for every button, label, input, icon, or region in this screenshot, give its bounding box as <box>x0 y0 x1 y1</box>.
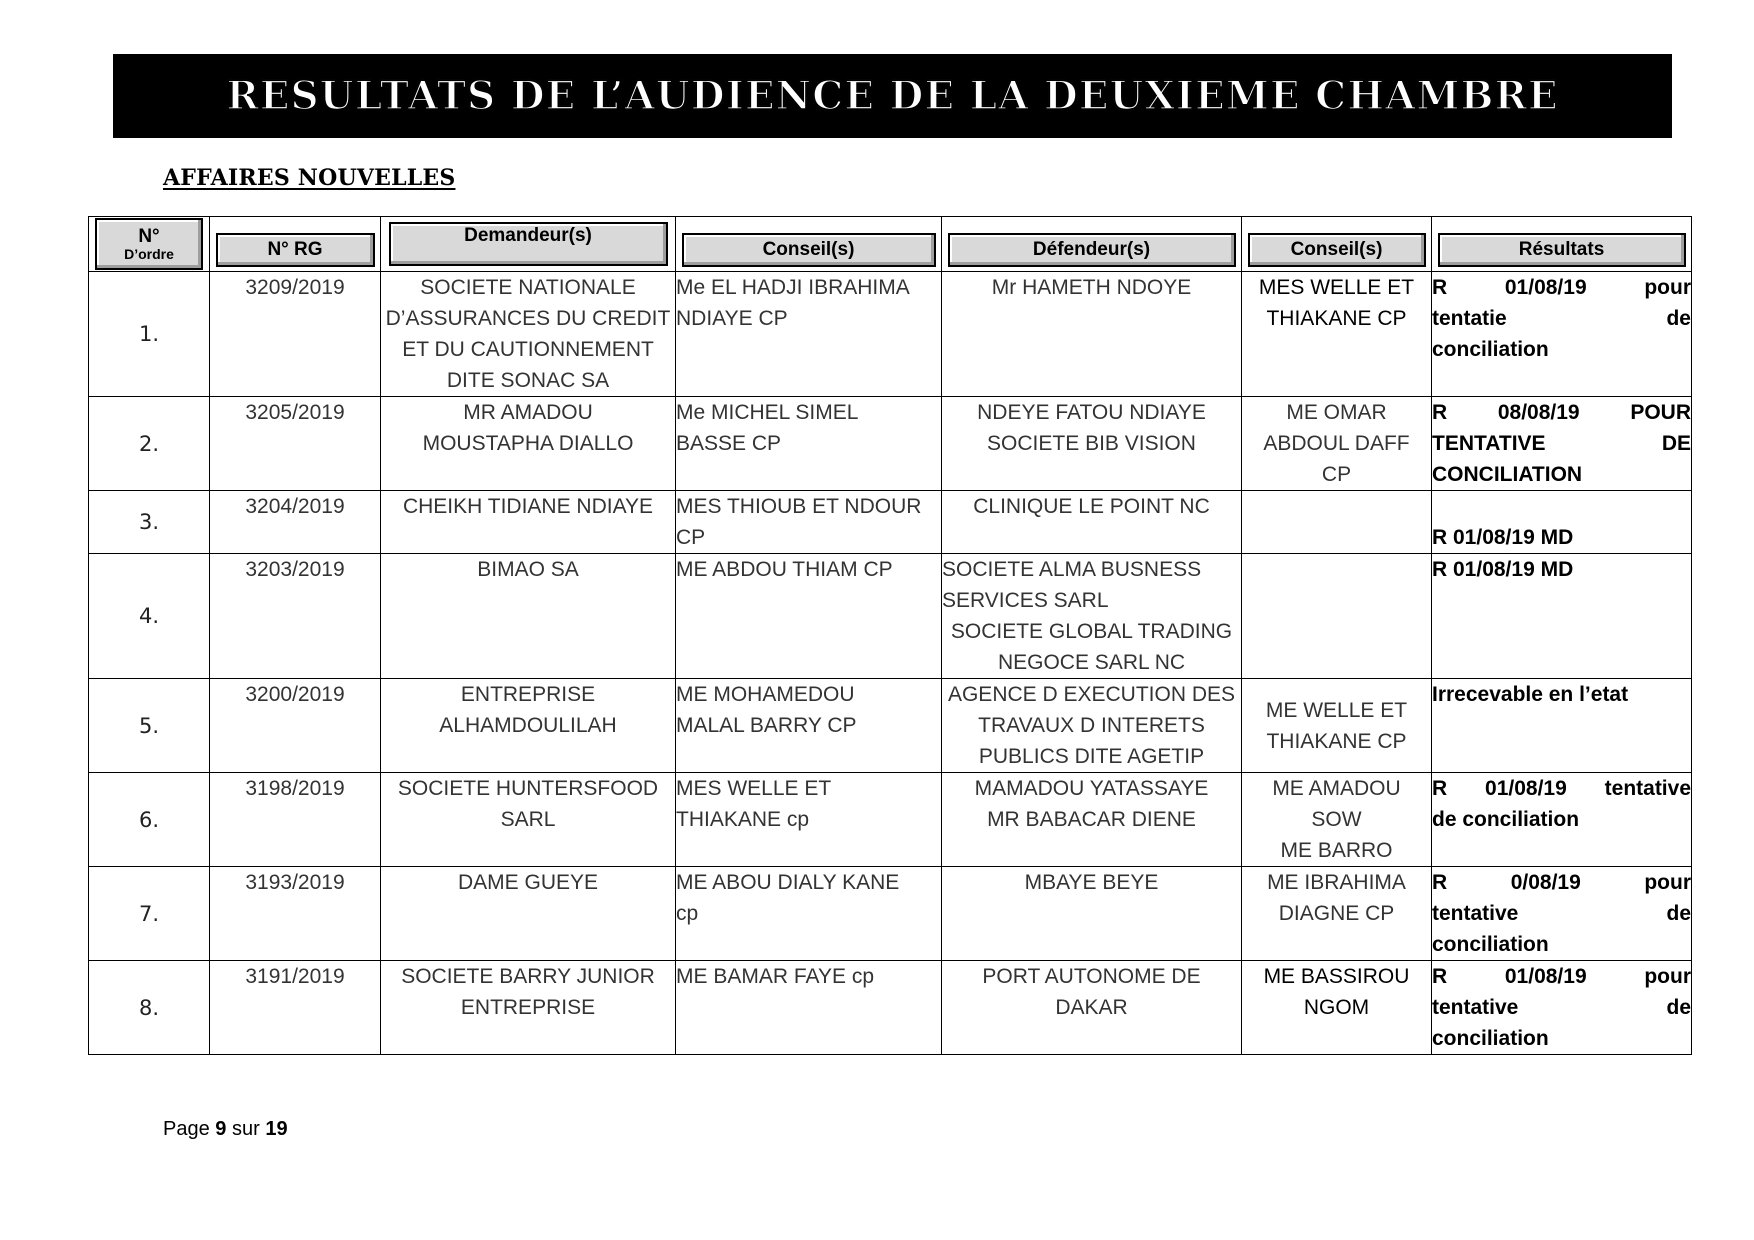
cell-line: ME OMAR <box>1286 401 1387 424</box>
cell-line: DITE SONAC SA <box>446 369 610 392</box>
demandeur <box>381 397 676 491</box>
cell-line: MES WELLE ET <box>1258 276 1415 299</box>
cell-line: SOCIETE BARRY JUNIOR <box>401 965 655 988</box>
defendeur <box>942 961 1242 1055</box>
rg-number: 3191/2019 <box>210 961 381 1055</box>
cell-line: Me MICHEL SIMEL <box>676 401 859 424</box>
demandeur <box>381 272 676 397</box>
cell-line: CP <box>1321 463 1352 486</box>
defendeur <box>942 397 1242 491</box>
demandeur <box>381 491 676 554</box>
cell-line: TRAVAUX D INTERETS <box>978 714 1205 737</box>
cell-line: MES WELLE ET <box>676 777 832 800</box>
cell-line: MAMADOU YATASSAYE <box>974 777 1209 800</box>
conseil-defendeur <box>1242 554 1432 679</box>
cell-line: AGENCE D EXECUTION DES <box>947 683 1236 706</box>
cell-line: ME BASSIROU <box>1263 965 1410 988</box>
cell-line: NDEYE FATOU NDIAYE <box>977 401 1206 424</box>
row-number: 7. <box>89 867 210 961</box>
defendeur <box>942 773 1242 867</box>
conseil-defendeur <box>1242 272 1432 397</box>
header-resultats-cell <box>1432 217 1692 272</box>
demandeur <box>381 554 676 679</box>
rg-number: 3204/2019 <box>210 491 381 554</box>
header-conseil2-cell <box>1242 217 1432 272</box>
header-ordre-cell <box>89 217 210 272</box>
cell-line: SARL <box>500 808 556 831</box>
defendeur <box>942 272 1242 397</box>
header-rg-cell <box>210 217 381 272</box>
cell-line: ME AMADOU <box>1272 777 1401 800</box>
cell-line: CLINIQUE LE POINT NC <box>973 495 1210 518</box>
conseil-demandeur <box>676 272 942 397</box>
cell-line: ME ABOU DIALY KANE <box>676 871 900 894</box>
cell-line: ME ABDOU THIAM CP <box>676 558 893 581</box>
rg-number: 3203/2019 <box>210 554 381 679</box>
cell-line: MALAL BARRY CP <box>676 714 857 737</box>
cell-line: R 01/08/19 MD <box>1432 526 1574 549</box>
conseil-demandeur <box>676 554 942 679</box>
table-row <box>89 961 1692 1055</box>
cell-line: ABDOUL DAFF <box>1263 432 1410 455</box>
table-row <box>89 773 1692 867</box>
cell-line: SOW <box>1311 808 1362 831</box>
cell-line: SOCIETE NATIONALE <box>420 276 636 299</box>
cell-line: conciliation <box>1432 933 1549 956</box>
cell-line: SOCIETE HUNTERSFOOD <box>397 777 659 800</box>
cell-line: THIAKANE CP <box>1266 729 1407 753</box>
header-conseil1-cell <box>676 217 942 272</box>
cell-line: DAME GUEYE <box>457 871 599 894</box>
cell-line: CONCILIATION <box>1432 463 1583 486</box>
cell-line: ME IBRAHIMA <box>1267 871 1406 894</box>
row-number: 1. <box>89 272 210 397</box>
conseil-demandeur <box>676 961 942 1055</box>
table-row <box>89 554 1692 679</box>
cell-line: tentative de <box>1432 902 1691 925</box>
header-ordre-sublabel: D’ordre <box>124 245 174 262</box>
demandeur <box>381 773 676 867</box>
defendeur <box>942 679 1242 773</box>
cell-line: R 01/08/19 pour <box>1432 276 1691 299</box>
rg-number: 3200/2019 <box>210 679 381 773</box>
cell-line: ME MOHAMEDOU <box>676 683 855 706</box>
cell-line: MBAYE BEYE <box>1024 871 1159 894</box>
cell-line: MR BABACAR DIENE <box>987 808 1196 831</box>
resultat <box>1432 272 1692 397</box>
table-row <box>89 867 1692 961</box>
title-banner <box>113 54 1672 138</box>
row-number: 4. <box>89 554 210 679</box>
cell-line: conciliation <box>1432 338 1549 361</box>
cell-line: SERVICES SARL <box>942 589 1109 612</box>
header-ordre <box>95 218 203 270</box>
page-footer <box>163 1118 288 1141</box>
cell-line: Irrecevable en l’etat <box>1432 683 1629 706</box>
cell-line: tentative de <box>1432 996 1691 1019</box>
cell-line: THIAKANE CP <box>1266 307 1407 330</box>
cell-line: conciliation <box>1432 1027 1549 1050</box>
cell-line: BASSE CP <box>676 432 782 455</box>
cell-line <box>1432 491 1691 522</box>
row-number: 2. <box>89 397 210 491</box>
table-row <box>89 679 1692 773</box>
header-demandeur: Demandeur(s) <box>389 222 668 266</box>
cell-line: tentatie de <box>1432 307 1691 330</box>
section-subtitle: AFFAIRES NOUVELLES <box>163 165 456 191</box>
row-number: 5. <box>89 679 210 773</box>
row-number: 3. <box>89 491 210 554</box>
cell-line: PUBLICS DITE AGETIP <box>978 745 1205 768</box>
cell-line: MR AMADOU <box>463 401 593 424</box>
cell-line: de conciliation <box>1432 808 1580 831</box>
footer-page-label: Page <box>163 1118 210 1140</box>
demandeur <box>381 867 676 961</box>
cell-line: NDIAYE CP <box>676 307 788 330</box>
header-rg: N° RG <box>216 233 375 267</box>
conseil-demandeur <box>676 491 942 554</box>
cell-line: R 01/08/19 MD <box>1432 558 1574 581</box>
cell-line: SOCIETE GLOBAL TRADING <box>950 620 1233 643</box>
cell-line: ME BAMAR FAYE cp <box>676 965 874 988</box>
header-conseil-1: Conseil(s) <box>682 233 936 267</box>
resultat <box>1432 554 1692 679</box>
conseil-defendeur <box>1242 773 1432 867</box>
table-row <box>89 397 1692 491</box>
cell-line: TENTATIVE DE <box>1432 432 1691 455</box>
cell-line: SOCIETE ALMA BUSNESS <box>942 558 1202 581</box>
cell-line: CHEIKH TIDIANE NDIAYE <box>402 495 654 518</box>
conseil-demandeur <box>676 867 942 961</box>
cell-line: MES THIOUB ET NDOUR <box>676 495 922 518</box>
cell-line: ET DU CAUTIONNEMENT <box>402 338 654 361</box>
defendeur <box>942 867 1242 961</box>
cases-table <box>88 216 1692 1055</box>
cell-line: ME BARRO <box>1280 839 1393 862</box>
cell-line: THIAKANE cp <box>676 808 810 831</box>
demandeur <box>381 961 676 1055</box>
header-conseil-2: Conseil(s) <box>1248 233 1426 267</box>
resultat <box>1432 491 1692 554</box>
header-resultats: Résultats <box>1438 233 1686 267</box>
cell-line: Me EL HADJI IBRAHIMA <box>676 276 910 299</box>
header-ordre-label: N° <box>138 225 160 247</box>
cell-line: R 0/08/19 pour <box>1432 871 1691 894</box>
cell-line: ME WELLE ET <box>1265 698 1408 722</box>
cell-line: ENTREPRISE <box>460 683 596 706</box>
cell-line: PORT AUTONOME DE <box>982 965 1201 988</box>
resultat <box>1432 773 1692 867</box>
table-row <box>89 491 1692 554</box>
cell-line: Mr HAMETH NDOYE <box>991 276 1192 299</box>
cell-line: R 01/08/19 pour <box>1432 965 1691 988</box>
header-defendeur-cell <box>942 217 1242 272</box>
cell-line: ENTREPRISE <box>460 996 596 1019</box>
cell-line: cp <box>676 902 699 925</box>
footer-current-page: 9 <box>215 1118 227 1140</box>
conseil-defendeur <box>1242 961 1432 1055</box>
cell-line: CP <box>676 526 706 549</box>
conseil-defendeur <box>1242 679 1432 773</box>
demandeur <box>381 679 676 773</box>
resultat <box>1432 397 1692 491</box>
cell-line: BIMAO SA <box>477 558 579 581</box>
resultat <box>1432 867 1692 961</box>
cell-line: R 01/08/19 tentative <box>1432 777 1691 800</box>
header-defendeur: Défendeur(s) <box>948 233 1236 267</box>
cell-line: MOUSTAPHA DIALLO <box>422 432 634 455</box>
rg-number: 3198/2019 <box>210 773 381 867</box>
cell-line: DIAGNE CP <box>1278 902 1395 925</box>
defendeur <box>942 554 1242 679</box>
cell-line: R 08/08/19 POUR <box>1432 401 1691 424</box>
table-row <box>89 272 1692 397</box>
conseil-defendeur <box>1242 491 1432 554</box>
rg-number: 3193/2019 <box>210 867 381 961</box>
footer-total-pages: 19 <box>265 1118 288 1140</box>
conseil-demandeur <box>676 679 942 773</box>
resultat <box>1432 961 1692 1055</box>
page-title: RESULTATS DE L’AUDIENCE DE LA DEUXIEME CHAMBRE <box>226 73 1559 119</box>
row-number: 8. <box>89 961 210 1055</box>
rg-number: 3209/2019 <box>210 272 381 397</box>
resultat <box>1432 679 1692 773</box>
cell-line: DAKAR <box>1055 996 1128 1019</box>
rg-number: 3205/2019 <box>210 397 381 491</box>
cell-line: ALHAMDOULILAH <box>439 714 617 737</box>
defendeur <box>942 491 1242 554</box>
footer-sur-label: sur <box>231 1118 260 1140</box>
conseil-defendeur <box>1242 867 1432 961</box>
conseil-demandeur <box>676 773 942 867</box>
cell-line: NEGOCE SARL NC <box>997 651 1186 674</box>
cell-line: NGOM <box>1303 996 1370 1019</box>
conseil-defendeur <box>1242 397 1432 491</box>
row-number: 6. <box>89 773 210 867</box>
cell-line: SOCIETE BIB VISION <box>987 432 1196 455</box>
cell-line: D’ASSURANCES DU CREDIT <box>385 307 671 330</box>
header-demandeur-cell <box>381 217 676 272</box>
conseil-demandeur <box>676 397 942 491</box>
table-header-row <box>89 217 1692 272</box>
